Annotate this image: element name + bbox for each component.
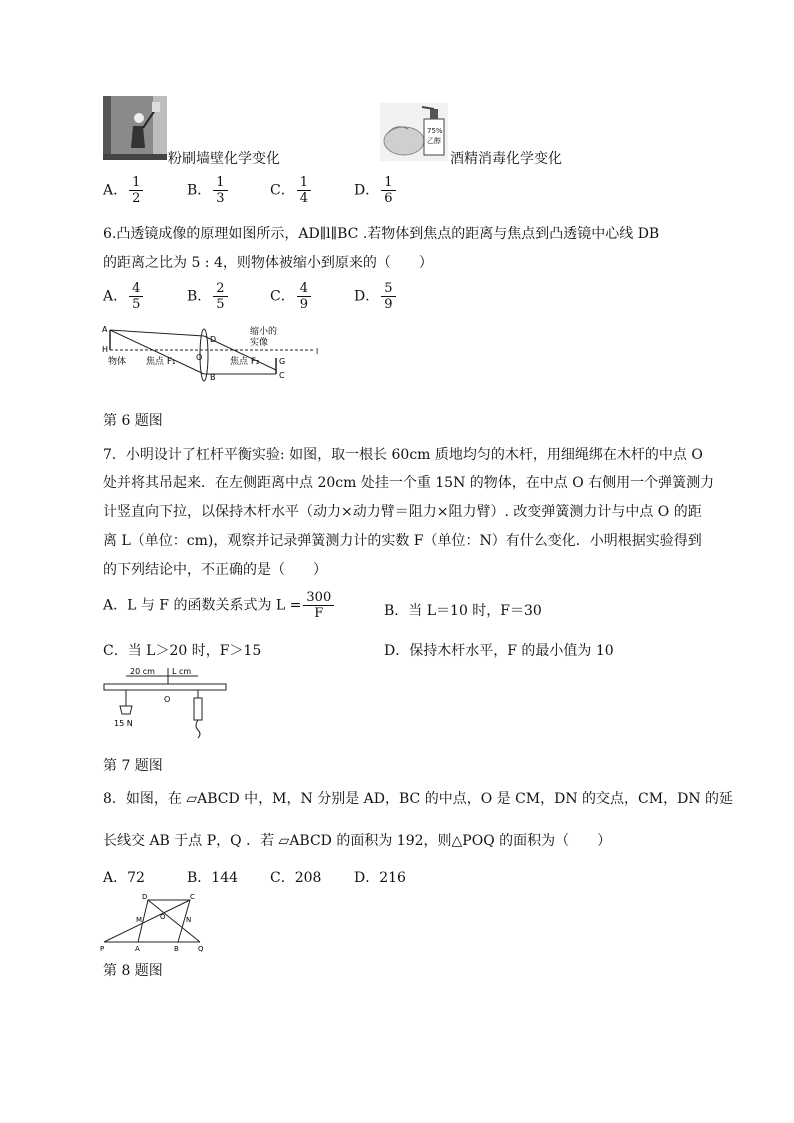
q6-figure-caption: 第 6 题图 bbox=[103, 413, 163, 429]
label-D: D bbox=[142, 893, 148, 901]
focus-right-label: 焦点 F₂ bbox=[230, 357, 260, 367]
q8-option-c: C．208 bbox=[270, 870, 322, 886]
q6-option-a: A． $\frac{4}{5}$ bbox=[103, 281, 145, 312]
q8-option-a: A．72 bbox=[103, 870, 145, 886]
q6-option-c: C． $\frac{4}{9}$ bbox=[270, 281, 313, 312]
label-M: M bbox=[136, 916, 143, 924]
lens-diagram bbox=[100, 322, 330, 402]
q8-text-line2: 长线交 AB 于点 P，Q ．若 ▱ABCD 的面积为 192，则△POQ 的面积为（ ） bbox=[103, 833, 612, 849]
image-note-1: 缩小的 bbox=[250, 327, 278, 337]
q6-option-b: B． $\frac{2}{5}$ bbox=[187, 281, 230, 312]
label-A: A bbox=[135, 945, 140, 953]
dist-20cm-label: 20 cm bbox=[130, 667, 155, 676]
q6-option-d: D． $\frac{5}{9}$ bbox=[354, 281, 398, 312]
q5-option-c: C． $\frac{1}{4}$ bbox=[270, 175, 313, 206]
alcohol-disinfect-caption: 酒精消毒化学变化 bbox=[450, 151, 562, 167]
label-Q: Q bbox=[198, 945, 204, 953]
q7-text-line1: 7．小明设计了杠杆平衡实验: 如图，取一根长 60cm 质地均匀的木杆，用细绳绑在木杆的中点 O bbox=[103, 447, 703, 463]
lever-diagram bbox=[100, 666, 230, 746]
bottle-label-2: 乙醇 bbox=[427, 137, 441, 145]
painting-wall-image bbox=[103, 96, 167, 160]
label-G: G bbox=[279, 357, 286, 366]
q7-text-line5: 的下列结论中，不正确的是（ ） bbox=[103, 562, 327, 578]
q8-option-b: B．144 bbox=[187, 870, 239, 886]
label-N: N bbox=[186, 916, 192, 924]
q7-option-b: B．当 L＝10 时，F＝30 bbox=[384, 603, 542, 619]
q5-option-b: B． $\frac{1}{3}$ bbox=[187, 175, 230, 206]
q7-text-line2: 处并将其吊起来．在左侧距离中点 20cm 处挂一个重 15N 的物体，在中点 O 右侧用一个弹簧测力 bbox=[103, 475, 715, 491]
parallelogram-diagram bbox=[100, 892, 220, 954]
image-note-2: 实像 bbox=[250, 338, 269, 348]
q8-figure-caption: 第 8 题图 bbox=[103, 963, 163, 979]
q7-option-c: C．当 L＞20 时，F＞15 bbox=[103, 643, 262, 659]
q6-text-line2: 的距离之比为 5 : 4，则物体被缩小到原来的（ ） bbox=[103, 255, 433, 271]
label-D: D bbox=[210, 335, 217, 344]
q8-option-d: D．216 bbox=[354, 870, 406, 886]
label-A: A bbox=[102, 325, 108, 334]
label-P: P bbox=[100, 945, 105, 953]
q7-text-line4: 离 L（单位：cm)，观察并记录弹簧测力计的实数 F（单位：N）有什么变化．小明根据实验得到 bbox=[103, 533, 702, 549]
q5-option-d: D． $\frac{1}{6}$ bbox=[354, 175, 398, 206]
q7-text-line3: 计竖直向下拉，以保持木杆水平（动力×动力臂＝阻力×阻力臂）. 改变弹簧测力计与中点 O 的距 bbox=[103, 504, 702, 520]
alcohol-disinfect-image bbox=[380, 103, 448, 161]
label-C: C bbox=[190, 893, 195, 901]
label-l: l bbox=[316, 347, 319, 356]
label-B: B bbox=[174, 945, 179, 953]
q6-text-line1: 6.凸透镜成像的原理如图所示，AD∥l∥BC .若物体到焦点的距离与焦点到凸透镜中心线 DB bbox=[103, 226, 660, 242]
bottle-label-1: 75% bbox=[427, 127, 443, 135]
object-label: 物体 bbox=[108, 357, 127, 367]
q5-option-a: A． $\frac{1}{2}$ bbox=[103, 175, 145, 206]
q7-option-d: D．保持木杆水平，F 的最小值为 10 bbox=[384, 643, 614, 659]
l-cm-label: L cm bbox=[172, 667, 192, 676]
o-label: O bbox=[164, 695, 171, 704]
label-H: H bbox=[102, 345, 109, 354]
label-O: O bbox=[160, 913, 166, 921]
q8-text-line1: 8．如图，在 ▱ABCD 中，M，N 分别是 AD，BC 的中点，O 是 CM，DN 的交点，CM，DN 的延 bbox=[103, 791, 734, 807]
q7-option-a: A．L 与 F 的函数关系式为 L = $\frac{300}{F}$ bbox=[103, 590, 336, 621]
label-B: B bbox=[210, 373, 216, 382]
focus-left-label: 焦点 F₁ bbox=[146, 357, 176, 367]
weight-label: 15 N bbox=[114, 719, 133, 728]
q7-figure-caption: 第 7 题图 bbox=[103, 758, 163, 774]
label-O: O bbox=[196, 353, 203, 362]
label-C: C bbox=[279, 371, 285, 380]
painting-wall-caption: 粉刷墙壁化学变化 bbox=[168, 151, 280, 167]
